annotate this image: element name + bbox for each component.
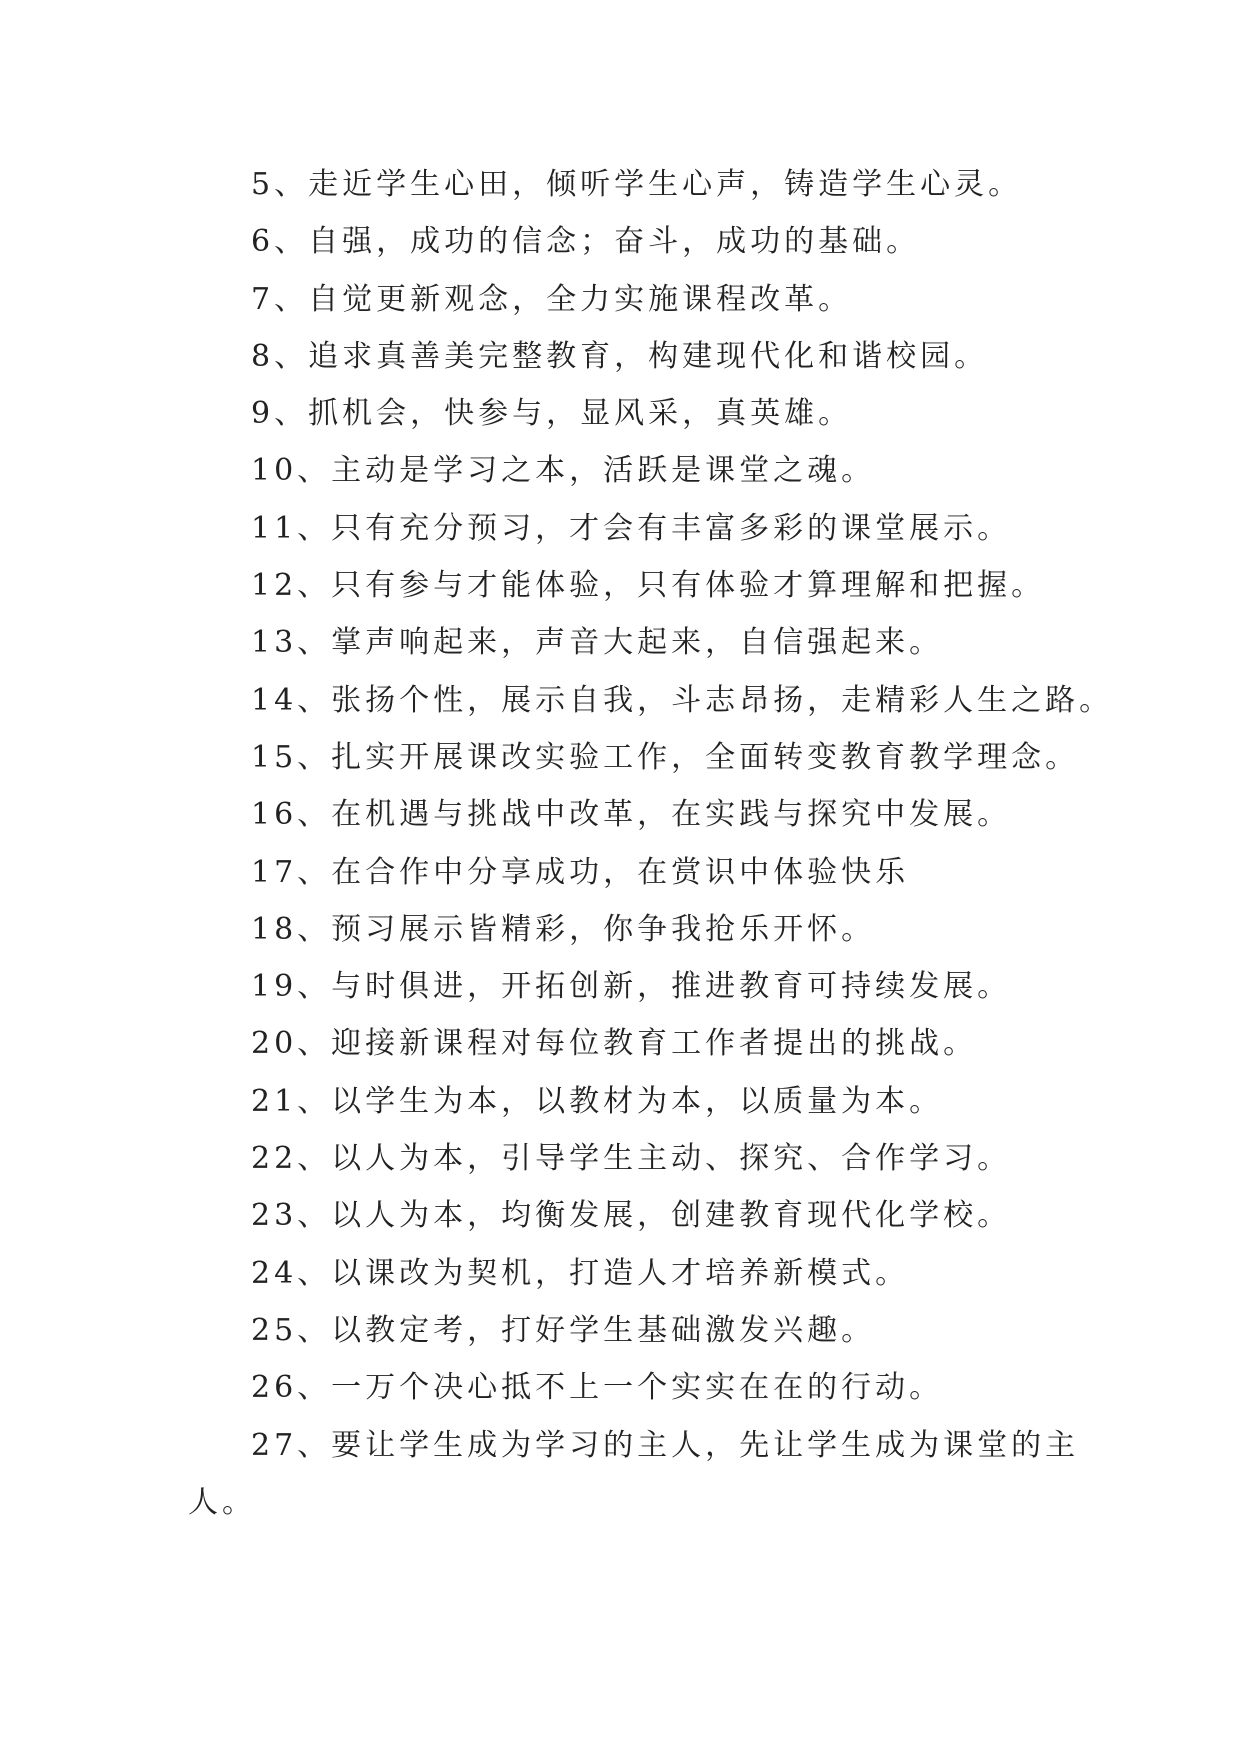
slogan-list bbox=[188, 156, 1114, 1531]
slogan-line: 23、以人为本，均衡发展，创建教育现代化学校。 bbox=[251, 1198, 1012, 1234]
slogan-line: 14、张扬个性，展示自我，斗志昂扬，走精彩人生之路。 bbox=[251, 682, 1114, 718]
slogan-line: 7、自觉更新观念，全力实施课程改革。 bbox=[251, 281, 853, 317]
slogan-line: 21、以学生为本，以教材为本，以质量为本。 bbox=[251, 1083, 944, 1119]
slogan-line: 6、自强，成功的信念；奋斗，成功的基础。 bbox=[251, 224, 921, 260]
slogan-line: 18、预习展示皆精彩，你争我抢乐开怀。 bbox=[251, 911, 876, 947]
slogan-line: 17、在合作中分享成功，在赏识中体验快乐 bbox=[251, 854, 910, 890]
slogan-line: 15、扎实开展课改实验工作，全面转变教育教学理念。 bbox=[251, 739, 1080, 775]
slogan-line: 22、以人为本，引导学生主动、探究、合作学习。 bbox=[251, 1141, 1012, 1177]
slogan-line: 20、迎接新课程对每位教育工作者提出的挑战。 bbox=[251, 1026, 978, 1062]
slogan-line: 10、主动是学习之本，活跃是课堂之魂。 bbox=[251, 453, 876, 489]
slogan-line: 5、走近学生心田，倾听学生心声，铸造学生心灵。 bbox=[251, 167, 1023, 202]
slogan-line: 27、要让学生成为学习的主人，先让学生成为课堂的主 bbox=[251, 1427, 1080, 1463]
slogan-line: 13、掌声响起来，声音大起来，自信强起来。 bbox=[251, 625, 944, 661]
slogan-line: 9、抓机会，快参与，显风采，真英雄。 bbox=[251, 396, 853, 432]
slogan-line: 11、只有充分预习，才会有丰富多彩的课堂展示。 bbox=[251, 510, 1012, 546]
slogan-line: 25、以教定考，打好学生基础激发兴趣。 bbox=[251, 1312, 876, 1348]
slogan-line: 24、以课改为契机，打造人才培养新模式。 bbox=[251, 1255, 910, 1291]
slogan-line: 8、追求真善美完整教育，构建现代化和谐校园。 bbox=[251, 338, 989, 374]
slogan-line: 16、在机遇与挑战中改革，在实践与探究中发展。 bbox=[251, 797, 1012, 833]
slogan-line: 12、只有参与才能体验，只有体验才算理解和把握。 bbox=[251, 568, 1046, 604]
slogan-line: 26、一万个决心抵不上一个实实在在的行动。 bbox=[251, 1370, 944, 1406]
slogan-line: 19、与时俱进，开拓创新，推进教育可持续发展。 bbox=[251, 969, 1012, 1005]
slogan-line-continuation: 人。 bbox=[188, 1484, 256, 1520]
